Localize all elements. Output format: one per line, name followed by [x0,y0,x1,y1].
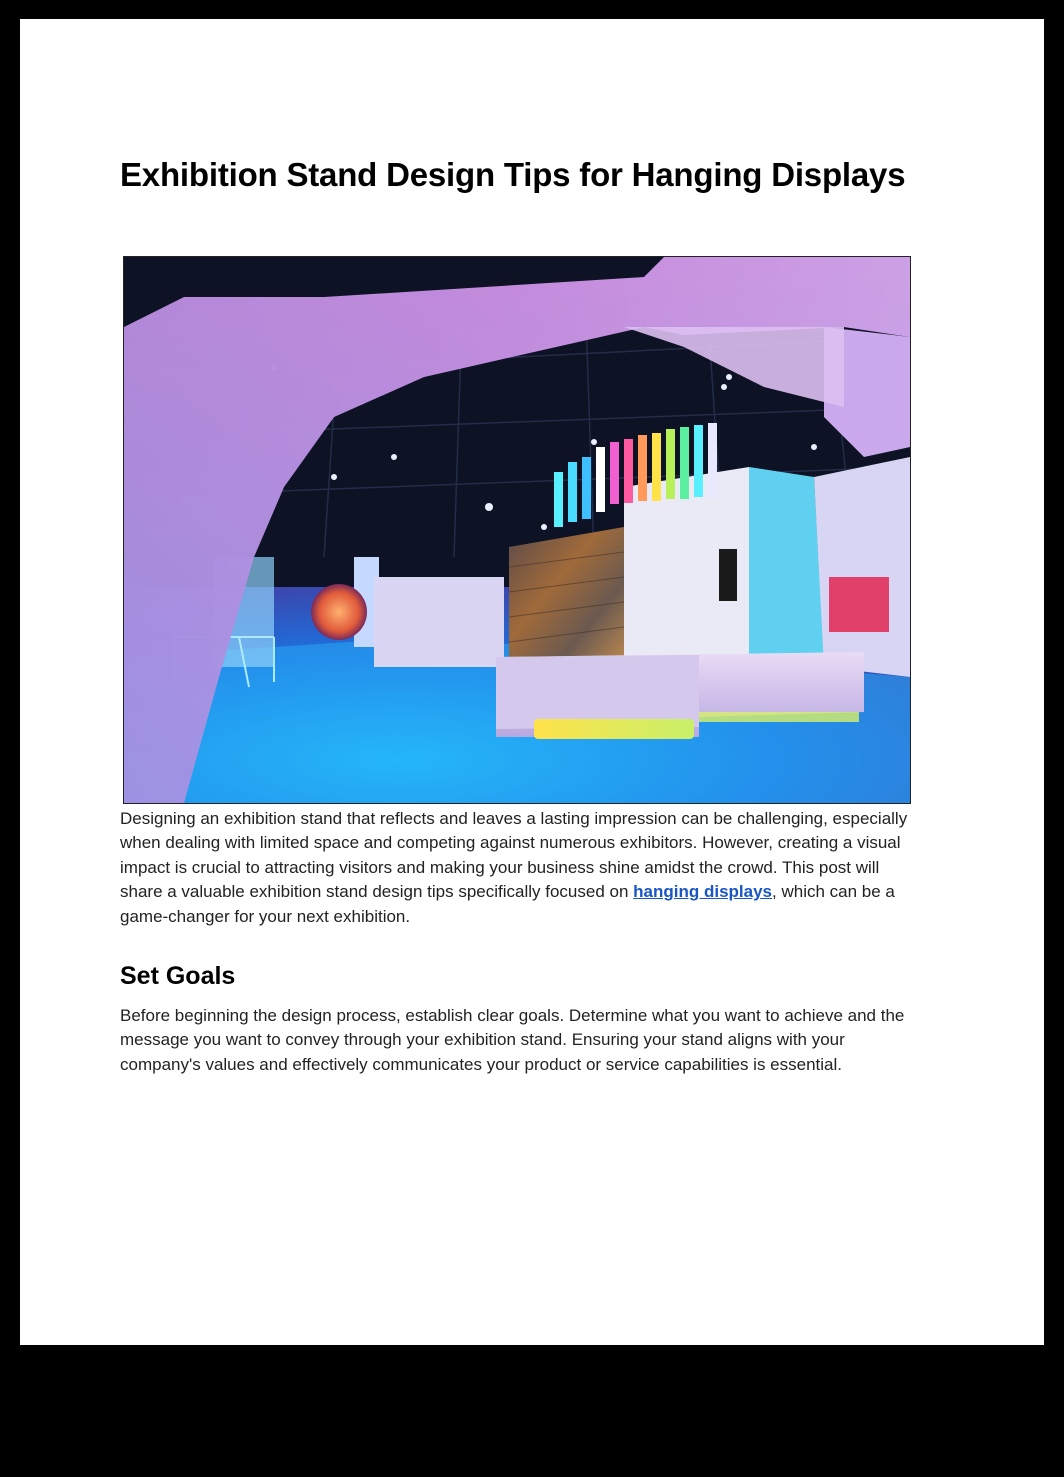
hero-image [123,256,911,804]
intro-text-end: , which can be a game-changer for your next exhibition. [120,882,895,926]
intro-text-start: Designing an exhibition stand that reflects and leaves a lasting impression can be challenging, especially when dealing with limited space and competing against numerous exhibitors. However, creating a visual impact is crucial to attracting visitors and making your business shine amidst the crowd. This post will share a valuable exhibition stand design tips specifically focused on [120,809,908,902]
set-goals-paragraph: Before beginning the design process, establish clear goals. Determine what you want to achieve and the message you want to convey through your exhibition stand. Ensuring your stand aligns with your company's values and effectively communicates your product or service capabilities is essential. [120,1006,905,1074]
intro-paragraph [120,807,920,929]
page-title: Exhibition Stand Design Tips for Hanging Displays [120,156,906,193]
section-heading-set-goals: Set Goals [120,962,236,990]
hanging-displays-link[interactable]: hanging displays [633,882,773,902]
